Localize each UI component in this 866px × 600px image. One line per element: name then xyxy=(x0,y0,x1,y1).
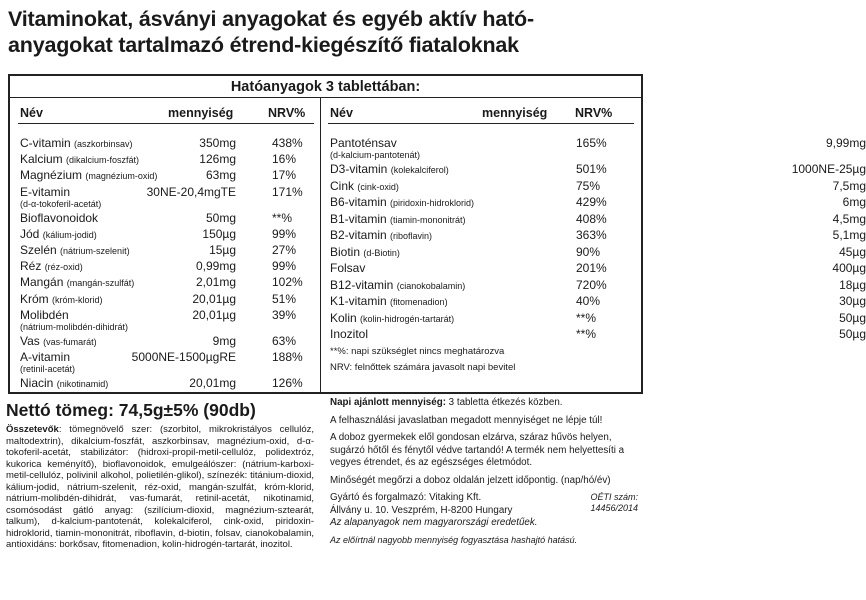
nutrient-amount: 18µg xyxy=(839,277,866,292)
nutrient-nrv: 171% xyxy=(272,184,303,199)
nutrient-amount: 6mg xyxy=(842,195,866,209)
nutrient-form: (mangán-szulfát) xyxy=(66,278,135,289)
nutrient-row xyxy=(20,308,317,334)
nutrient-label: E-vitamin xyxy=(20,184,71,199)
nutrient-amount: 2,01mg xyxy=(195,275,236,290)
title-line-1: Vitaminokat, ásványi anyagokat és egyéb aktív ható- xyxy=(8,7,534,31)
nutrient-form: (nátrium-molibdén-dihidrát) xyxy=(20,321,129,332)
nutrient-label: A-vitamin xyxy=(20,350,71,364)
nutrient-name xyxy=(20,136,133,151)
nutrient-form: (nátrium-szelenit) xyxy=(60,246,130,256)
nutrient-amount: 50mg xyxy=(205,210,236,225)
nutrient-row xyxy=(20,350,317,376)
nutrient-name xyxy=(20,152,139,167)
nutrient-form: (d-kalcium-pantotenát) xyxy=(330,150,421,160)
nutrient-amount: 15µg xyxy=(209,243,236,257)
nutrient-amount: 9,99mg xyxy=(825,136,866,150)
net-weight: Nettó tömeg: 74,5g±5% (90db) xyxy=(6,400,256,420)
usage-info-block xyxy=(330,397,640,546)
nutrient-row xyxy=(330,136,866,162)
nutrient-nrv: 429% xyxy=(576,195,607,209)
nutrient-label: Pantoténsav xyxy=(330,136,397,150)
nutrient-amount: 0,99mg xyxy=(195,259,236,274)
nutrient-label: Niacin xyxy=(20,376,54,390)
nutrient-label: Jód xyxy=(20,226,40,241)
nutrient-amount: 5000NE-1500µgRE xyxy=(131,350,236,364)
nutrient-name xyxy=(20,334,97,349)
title-line-2: anyagokat tartalmazó étrend-kiegészítő fiataloknak xyxy=(8,33,519,57)
col-header-amount-right: mennyiség xyxy=(482,106,548,120)
nutrient-form: (piridoxin-hidroklorid) xyxy=(390,198,475,208)
nutrient-form: (réz-oxid) xyxy=(44,262,83,273)
nutrient-nrv: **% xyxy=(272,210,293,225)
nutrient-amount: 45µg xyxy=(839,244,866,259)
manufacturer-block xyxy=(330,492,640,530)
nutrient-amount: 9mg xyxy=(212,333,236,348)
nutrient-nrv: 90% xyxy=(576,244,601,259)
table-heading: Hatóanyagok 3 tablettában: xyxy=(10,76,641,98)
nutrient-form: (vas-fumarát) xyxy=(43,336,97,347)
product-title xyxy=(8,6,644,58)
nutrient-form: (riboflavin) xyxy=(390,231,433,241)
nutrient-name xyxy=(330,311,454,326)
nutrient-label: Cink xyxy=(330,178,355,193)
nutrient-form: (tiamin-mononitrát) xyxy=(390,214,466,225)
nutrient-nrv: 17% xyxy=(272,168,297,183)
nutrient-label: B2-vitamin xyxy=(330,228,387,242)
nutrient-label: Mangán xyxy=(20,275,64,290)
nutrient-label: Magnézium xyxy=(20,168,83,183)
nutrient-form: (d-Biotin) xyxy=(363,247,400,258)
nutrient-amount: 5,1mg xyxy=(832,228,866,242)
ingredients-block xyxy=(6,424,314,551)
col-header-nrv-left: NRV% xyxy=(268,106,306,120)
nutrient-label: Inozitol xyxy=(330,327,369,341)
nutrient-amount: 30µg xyxy=(839,294,866,308)
origin-note: Az alapanyagok nem magyarországi eredetűek. xyxy=(330,517,538,528)
nutrient-amount: 400µg xyxy=(832,261,866,275)
column-divider xyxy=(320,98,321,394)
nutrient-label: K1-vitamin xyxy=(330,294,387,308)
nutrient-amount: 7,5mg xyxy=(832,178,866,193)
nutrient-nrv: 408% xyxy=(576,211,607,226)
note-nrv-definition: NRV: felnőttek számára javasolt napi bevitel xyxy=(330,362,516,373)
nutrient-nrv: 40% xyxy=(576,294,601,308)
nutrient-label: B12-vitamin xyxy=(330,277,394,292)
nutrient-nrv: **% xyxy=(576,310,597,325)
nutrient-nrv: 99% xyxy=(272,259,297,274)
nutrient-form: (nikotinamid) xyxy=(56,379,109,389)
nutrient-label: Szelén xyxy=(20,243,57,257)
dosage-text: 3 tabletta étkezés közben. xyxy=(445,397,563,408)
nutrient-label: Molibdén xyxy=(20,307,69,322)
nutrient-nrv: 99% xyxy=(272,226,297,241)
nutrient-form: (cianokobalamin) xyxy=(396,280,466,291)
nutrient-label: Bioflavonoidok xyxy=(20,210,99,225)
col-header-name-left: Név xyxy=(20,106,43,120)
nutrient-form: (fitomenadion) xyxy=(390,297,448,307)
oeti-number: 14456/2014 xyxy=(590,503,638,513)
nutrient-form: (króm-klorid) xyxy=(52,294,103,305)
nutrient-name xyxy=(330,162,449,177)
nutrient-form: (kolin-hidrogén-tartarát) xyxy=(360,313,455,324)
nutrient-label: Kolin xyxy=(330,310,357,325)
nutrient-form: (kálium-jodid) xyxy=(42,229,97,240)
nutrient-amount: 126mg xyxy=(199,152,236,167)
nutrient-amount: 20,01mg xyxy=(189,376,236,390)
nutrient-name xyxy=(330,327,368,341)
nutrient-name xyxy=(330,294,448,309)
nutrient-label: Réz xyxy=(20,259,42,274)
nutrient-nrv: 39% xyxy=(272,307,297,322)
nutrient-name xyxy=(20,211,98,225)
nutrient-nrv: 363% xyxy=(576,228,607,242)
nutrient-form: (d-α-tokoferil-acetát) xyxy=(20,198,102,209)
oeti-label: OÉTI szám: xyxy=(590,492,638,502)
nutrient-amount: 20,01µg xyxy=(192,291,236,306)
nutrient-amount: 50µg xyxy=(839,327,866,341)
nutrient-row xyxy=(20,185,317,211)
note-undefined-requirement: **%: napi szükséglet nincs meghatározva xyxy=(330,346,505,357)
nutrient-name xyxy=(20,227,97,242)
laxative-footnote: Az előírtnál nagyobb mennyiség fogyasztása hashajtó hatású. xyxy=(330,534,578,545)
nutrient-nrv: 51% xyxy=(272,291,297,306)
nutrient-name xyxy=(20,275,134,290)
nutrient-name xyxy=(20,376,108,391)
manufacturer-name: Gyártó és forgalmazó: Vitaking Kft. xyxy=(330,492,482,503)
nutrient-form: (aszkorbinsav) xyxy=(74,139,133,149)
nutrient-nrv: 201% xyxy=(576,261,607,275)
nutrient-amount: 30NE-20,4mgTE xyxy=(146,184,236,199)
nutrient-amount: 150µg xyxy=(202,226,236,241)
col-header-nrv-right: NRV% xyxy=(575,106,613,120)
ingredients-text: : tömegnövelő szer: (szorbitol, mikrokristályos cellulóz, maltodextrin), dikalcium-foszfát, aszkorbinsav, magnézium-oxid, d-α-tokoferil-acetát, stabilizátor: (hidroxi-propil-metil-cellulóz, polidextróz, kukorica keményítő), bioflavonoidok, emulgeálószer: (nátrium-karboxi-metil-cellulóz, polivinil alkohol, polietilén-glikol), színezék: titánium-dioxid, kálium-jodid, nátrium-szelenit, réz-oxid, mangán-szulfát, króm-klorid, nátrium-molibdén-dihidrát, vas-fumarát, retinil-acetát, nikotinamid, csomósodást gátló anyag: (szilícium-dioxid, magnézium-sztearát, talkum), d-kalcium-pantotenát, kolekalciferol, cink-oxid, piridoxin-hidroklorid, tiamin-mononitrát, riboflavin, d-biotin, folsav, cianokobalamin, antioxidáns: borkősav, fitomenadion, kolin-hidrogén-tartarát, inozitol. xyxy=(6,424,314,550)
nutrient-name xyxy=(330,212,466,227)
nutrient-name xyxy=(20,259,83,274)
nutrient-amount: 20,01µg xyxy=(192,307,236,322)
nutrient-name xyxy=(330,245,400,260)
nutrient-amount: 4,5mg xyxy=(832,211,866,226)
nutrient-nrv: 102% xyxy=(272,275,303,290)
nutrient-form: (cink-oxid) xyxy=(357,181,399,192)
nutrient-name xyxy=(330,228,432,243)
nutrient-amount: 350mg xyxy=(199,136,236,150)
nutrient-label: Króm xyxy=(20,291,49,306)
nutrient-nrv: 27% xyxy=(272,243,297,257)
nutrient-row xyxy=(20,376,317,402)
nutrient-label: C-vitamin xyxy=(20,136,71,150)
oeti-number-block xyxy=(590,492,638,514)
nutrient-amount: 63mg xyxy=(205,168,236,183)
nutrient-name xyxy=(330,278,465,293)
nutrient-name xyxy=(20,168,157,183)
nutrient-form: (retinil-acetát) xyxy=(20,364,76,374)
expiry-info: Minőségét megőrzi a doboz oldalán jelzett időpontig. (nap/hó/év) xyxy=(330,474,611,486)
nutrient-nrv: 63% xyxy=(272,333,297,348)
dosage-label: Napi ajánlott mennyiség: xyxy=(330,397,446,408)
table-notes xyxy=(330,344,515,376)
nutrient-label: Biotin xyxy=(330,244,361,259)
nutrient-nrv: 75% xyxy=(576,178,601,193)
nutrient-nrv: 720% xyxy=(576,277,607,292)
nutrient-form: (magnézium-oxid) xyxy=(85,171,158,182)
col-header-amount-left: mennyiség xyxy=(168,106,234,120)
nutrient-nrv: 501% xyxy=(576,162,607,176)
nutrient-form: (kolekalciferol) xyxy=(390,165,449,175)
nutrient-name xyxy=(330,261,365,275)
nutrient-label: B6-vitamin xyxy=(330,195,387,209)
nutrient-nrv: 16% xyxy=(272,152,297,167)
nutrient-nrv: **% xyxy=(576,327,597,341)
nutrient-label: Kalcium xyxy=(20,152,63,167)
nutrient-amount: 1000NE-25µg xyxy=(791,162,866,176)
ingredients-label: Összetevők xyxy=(6,424,59,435)
nutrient-nrv: 438% xyxy=(272,136,303,150)
manufacturer-address: Állvány u. 10. Veszprém, H-8200 Hungary xyxy=(330,504,513,516)
nutrient-nrv: 165% xyxy=(576,136,607,150)
nutrient-name xyxy=(20,243,130,258)
dosage-line xyxy=(330,397,640,410)
nutrient-amount: 50µg xyxy=(839,310,866,325)
col-header-name-right: Név xyxy=(330,106,353,120)
warning-overdose: A felhasználási javaslatban megadott mennyiséget ne lépje túl! xyxy=(330,414,603,426)
nutrient-label: D3-vitamin xyxy=(330,162,388,176)
nutrient-form: (dikalcium-foszfát) xyxy=(66,155,140,166)
nutrient-name xyxy=(330,179,399,194)
header-rule-left xyxy=(18,123,314,124)
nutrient-name xyxy=(330,195,474,210)
warning-storage: A doboz gyermekek elől gondosan elzárva, száraz hűvös helyen, sugárzó hőtől és fénytől védve tartandó! A termék nem helyettesíti a vegyes étrendet, és az egészséges életmódot. xyxy=(330,432,625,468)
nutrient-nrv: 188% xyxy=(272,350,303,364)
header-rule-right xyxy=(328,123,634,124)
nutrient-label: B1-vitamin xyxy=(330,211,387,226)
nutrient-table xyxy=(8,74,866,394)
nutrient-label: Vas xyxy=(20,333,40,348)
nutrient-name xyxy=(20,292,103,307)
nutrient-label: Folsav xyxy=(330,261,366,275)
nutrient-nrv: 126% xyxy=(272,376,303,390)
